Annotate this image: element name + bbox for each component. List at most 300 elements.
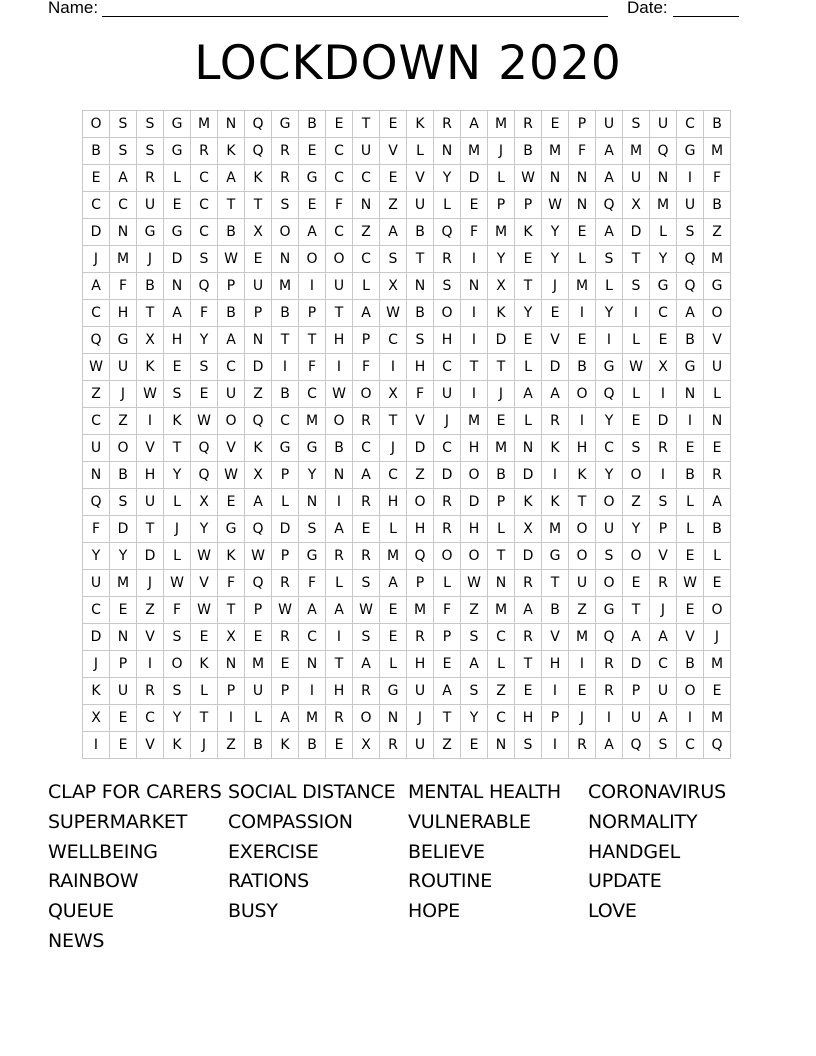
grid-cell[interactable]: T: [326, 651, 353, 678]
grid-cell[interactable]: W: [461, 570, 488, 597]
grid-cell[interactable]: K: [245, 435, 272, 462]
grid-cell[interactable]: E: [677, 435, 704, 462]
grid-cell[interactable]: H: [137, 462, 164, 489]
grid-cell[interactable]: U: [596, 516, 623, 543]
grid-cell[interactable]: R: [137, 678, 164, 705]
grid-cell[interactable]: U: [353, 138, 380, 165]
grid-cell[interactable]: S: [191, 354, 218, 381]
grid-cell[interactable]: U: [650, 111, 677, 138]
grid-cell[interactable]: W: [353, 597, 380, 624]
grid-cell[interactable]: J: [488, 138, 515, 165]
grid-cell[interactable]: K: [569, 462, 596, 489]
grid-cell[interactable]: H: [569, 435, 596, 462]
grid-cell[interactable]: Q: [83, 489, 110, 516]
grid-cell[interactable]: C: [596, 435, 623, 462]
grid-cell[interactable]: B: [677, 327, 704, 354]
grid-cell[interactable]: O: [569, 381, 596, 408]
grid-cell[interactable]: A: [434, 678, 461, 705]
grid-cell[interactable]: X: [191, 489, 218, 516]
grid-cell[interactable]: T: [569, 489, 596, 516]
grid-cell[interactable]: N: [245, 327, 272, 354]
grid-cell[interactable]: X: [515, 516, 542, 543]
grid-cell[interactable]: I: [380, 354, 407, 381]
grid-cell[interactable]: B: [110, 462, 137, 489]
grid-cell[interactable]: B: [704, 111, 731, 138]
grid-cell[interactable]: A: [218, 327, 245, 354]
grid-cell[interactable]: H: [326, 327, 353, 354]
grid-cell[interactable]: A: [299, 597, 326, 624]
grid-cell[interactable]: Y: [110, 543, 137, 570]
grid-cell[interactable]: M: [380, 543, 407, 570]
grid-cell[interactable]: G: [542, 543, 569, 570]
grid-cell[interactable]: S: [461, 678, 488, 705]
grid-cell[interactable]: B: [218, 219, 245, 246]
grid-cell[interactable]: E: [380, 597, 407, 624]
grid-cell[interactable]: T: [218, 192, 245, 219]
grid-cell[interactable]: C: [299, 624, 326, 651]
grid-cell[interactable]: I: [326, 489, 353, 516]
grid-cell[interactable]: S: [623, 273, 650, 300]
grid-cell[interactable]: E: [110, 732, 137, 759]
grid-cell[interactable]: P: [542, 705, 569, 732]
grid-cell[interactable]: S: [434, 273, 461, 300]
grid-cell[interactable]: K: [164, 732, 191, 759]
grid-cell[interactable]: N: [326, 462, 353, 489]
grid-cell[interactable]: L: [434, 570, 461, 597]
grid-cell[interactable]: R: [191, 138, 218, 165]
grid-cell[interactable]: V: [704, 327, 731, 354]
grid-cell[interactable]: Q: [596, 624, 623, 651]
grid-cell[interactable]: L: [326, 570, 353, 597]
grid-cell[interactable]: B: [407, 219, 434, 246]
grid-cell[interactable]: D: [461, 489, 488, 516]
grid-cell[interactable]: A: [353, 462, 380, 489]
grid-cell[interactable]: S: [137, 138, 164, 165]
grid-cell[interactable]: L: [704, 381, 731, 408]
grid-cell[interactable]: K: [272, 732, 299, 759]
grid-cell[interactable]: I: [326, 624, 353, 651]
grid-cell[interactable]: C: [488, 705, 515, 732]
grid-cell[interactable]: F: [299, 354, 326, 381]
grid-cell[interactable]: A: [623, 624, 650, 651]
grid-cell[interactable]: B: [299, 111, 326, 138]
grid-cell[interactable]: I: [569, 408, 596, 435]
grid-cell[interactable]: E: [191, 624, 218, 651]
grid-cell[interactable]: J: [83, 246, 110, 273]
grid-cell[interactable]: S: [623, 111, 650, 138]
grid-cell[interactable]: V: [650, 543, 677, 570]
grid-cell[interactable]: A: [515, 597, 542, 624]
grid-cell[interactable]: N: [569, 165, 596, 192]
grid-cell[interactable]: B: [218, 300, 245, 327]
grid-cell[interactable]: Z: [569, 597, 596, 624]
grid-cell[interactable]: I: [461, 381, 488, 408]
grid-cell[interactable]: C: [191, 165, 218, 192]
grid-cell[interactable]: U: [245, 678, 272, 705]
grid-cell[interactable]: F: [83, 516, 110, 543]
grid-cell[interactable]: S: [515, 732, 542, 759]
grid-cell[interactable]: T: [272, 327, 299, 354]
grid-cell[interactable]: P: [488, 489, 515, 516]
grid-cell[interactable]: E: [677, 543, 704, 570]
grid-cell[interactable]: R: [326, 705, 353, 732]
grid-cell[interactable]: T: [326, 300, 353, 327]
grid-cell[interactable]: W: [677, 570, 704, 597]
grid-cell[interactable]: A: [596, 165, 623, 192]
grid-cell[interactable]: S: [461, 624, 488, 651]
grid-cell[interactable]: Y: [299, 462, 326, 489]
grid-cell[interactable]: C: [353, 165, 380, 192]
grid-cell[interactable]: G: [596, 354, 623, 381]
grid-cell[interactable]: F: [110, 273, 137, 300]
grid-cell[interactable]: A: [164, 300, 191, 327]
grid-cell[interactable]: V: [137, 732, 164, 759]
grid-cell[interactable]: E: [704, 678, 731, 705]
grid-cell[interactable]: A: [704, 489, 731, 516]
grid-cell[interactable]: P: [488, 192, 515, 219]
grid-cell[interactable]: J: [650, 597, 677, 624]
grid-cell[interactable]: D: [623, 219, 650, 246]
grid-cell[interactable]: O: [299, 246, 326, 273]
grid-cell[interactable]: X: [623, 192, 650, 219]
grid-cell[interactable]: L: [488, 651, 515, 678]
grid-cell[interactable]: O: [596, 570, 623, 597]
grid-cell[interactable]: O: [461, 543, 488, 570]
grid-cell[interactable]: R: [434, 246, 461, 273]
grid-cell[interactable]: E: [245, 624, 272, 651]
grid-cell[interactable]: M: [488, 111, 515, 138]
grid-cell[interactable]: P: [650, 516, 677, 543]
grid-cell[interactable]: M: [488, 219, 515, 246]
grid-cell[interactable]: Z: [218, 732, 245, 759]
grid-cell[interactable]: Q: [596, 192, 623, 219]
grid-cell[interactable]: F: [407, 381, 434, 408]
grid-cell[interactable]: K: [164, 408, 191, 435]
grid-cell[interactable]: Y: [515, 300, 542, 327]
grid-cell[interactable]: Q: [650, 138, 677, 165]
grid-cell[interactable]: Q: [407, 543, 434, 570]
grid-cell[interactable]: E: [110, 597, 137, 624]
grid-cell[interactable]: E: [353, 516, 380, 543]
grid-cell[interactable]: L: [677, 489, 704, 516]
grid-cell[interactable]: R: [272, 624, 299, 651]
grid-cell[interactable]: W: [191, 408, 218, 435]
grid-cell[interactable]: C: [272, 408, 299, 435]
grid-cell[interactable]: S: [407, 327, 434, 354]
grid-cell[interactable]: I: [299, 678, 326, 705]
grid-cell[interactable]: N: [488, 570, 515, 597]
grid-cell[interactable]: E: [461, 192, 488, 219]
grid-cell[interactable]: S: [299, 516, 326, 543]
grid-cell[interactable]: A: [218, 165, 245, 192]
grid-cell[interactable]: R: [434, 516, 461, 543]
grid-cell[interactable]: D: [245, 354, 272, 381]
grid-cell[interactable]: D: [434, 462, 461, 489]
grid-cell[interactable]: M: [488, 435, 515, 462]
grid-cell[interactable]: S: [380, 246, 407, 273]
grid-cell[interactable]: Z: [245, 381, 272, 408]
grid-cell[interactable]: A: [650, 624, 677, 651]
grid-cell[interactable]: I: [650, 462, 677, 489]
grid-cell[interactable]: S: [164, 624, 191, 651]
grid-cell[interactable]: X: [353, 732, 380, 759]
grid-cell[interactable]: U: [704, 354, 731, 381]
grid-cell[interactable]: U: [137, 192, 164, 219]
grid-cell[interactable]: M: [704, 651, 731, 678]
grid-cell[interactable]: Q: [677, 246, 704, 273]
grid-cell[interactable]: K: [515, 219, 542, 246]
grid-cell[interactable]: I: [677, 165, 704, 192]
grid-cell[interactable]: E: [542, 111, 569, 138]
grid-cell[interactable]: E: [218, 489, 245, 516]
grid-cell[interactable]: R: [650, 435, 677, 462]
grid-cell[interactable]: T: [353, 111, 380, 138]
grid-cell[interactable]: V: [380, 138, 407, 165]
grid-cell[interactable]: R: [137, 165, 164, 192]
grid-cell[interactable]: D: [272, 516, 299, 543]
grid-cell[interactable]: K: [137, 354, 164, 381]
grid-cell[interactable]: H: [461, 516, 488, 543]
grid-cell[interactable]: A: [380, 219, 407, 246]
grid-cell[interactable]: M: [299, 408, 326, 435]
grid-cell[interactable]: W: [542, 192, 569, 219]
grid-cell[interactable]: M: [461, 408, 488, 435]
grid-cell[interactable]: I: [137, 651, 164, 678]
grid-cell[interactable]: A: [515, 381, 542, 408]
grid-cell[interactable]: C: [488, 624, 515, 651]
grid-cell[interactable]: M: [650, 192, 677, 219]
grid-cell[interactable]: L: [623, 327, 650, 354]
grid-cell[interactable]: I: [461, 327, 488, 354]
grid-cell[interactable]: I: [461, 300, 488, 327]
grid-cell[interactable]: I: [326, 354, 353, 381]
grid-cell[interactable]: X: [380, 381, 407, 408]
grid-cell[interactable]: G: [110, 327, 137, 354]
grid-cell[interactable]: W: [272, 597, 299, 624]
grid-cell[interactable]: X: [218, 624, 245, 651]
grid-cell[interactable]: N: [218, 111, 245, 138]
grid-cell[interactable]: G: [596, 597, 623, 624]
grid-cell[interactable]: E: [704, 435, 731, 462]
grid-cell[interactable]: P: [272, 462, 299, 489]
grid-cell[interactable]: K: [245, 165, 272, 192]
grid-cell[interactable]: R: [596, 651, 623, 678]
grid-cell[interactable]: D: [542, 354, 569, 381]
grid-cell[interactable]: X: [380, 273, 407, 300]
grid-cell[interactable]: U: [677, 192, 704, 219]
grid-cell[interactable]: G: [299, 165, 326, 192]
grid-cell[interactable]: W: [218, 462, 245, 489]
grid-cell[interactable]: C: [191, 192, 218, 219]
grid-cell[interactable]: R: [542, 408, 569, 435]
grid-cell[interactable]: Z: [83, 381, 110, 408]
grid-cell[interactable]: L: [488, 165, 515, 192]
grid-cell[interactable]: R: [515, 624, 542, 651]
grid-cell[interactable]: L: [380, 651, 407, 678]
grid-cell[interactable]: I: [542, 678, 569, 705]
grid-cell[interactable]: I: [596, 327, 623, 354]
grid-cell[interactable]: M: [623, 138, 650, 165]
grid-cell[interactable]: M: [110, 570, 137, 597]
grid-cell[interactable]: O: [434, 300, 461, 327]
grid-cell[interactable]: B: [677, 462, 704, 489]
grid-cell[interactable]: Y: [191, 327, 218, 354]
grid-cell[interactable]: Q: [623, 732, 650, 759]
grid-cell[interactable]: E: [83, 165, 110, 192]
grid-cell[interactable]: D: [515, 462, 542, 489]
grid-cell[interactable]: V: [191, 570, 218, 597]
grid-cell[interactable]: H: [407, 651, 434, 678]
grid-cell[interactable]: N: [569, 192, 596, 219]
grid-cell[interactable]: B: [326, 435, 353, 462]
grid-cell[interactable]: F: [704, 165, 731, 192]
grid-cell[interactable]: H: [407, 354, 434, 381]
grid-cell[interactable]: S: [650, 489, 677, 516]
grid-cell[interactable]: I: [461, 246, 488, 273]
grid-cell[interactable]: E: [569, 219, 596, 246]
grid-cell[interactable]: F: [164, 597, 191, 624]
grid-cell[interactable]: Y: [623, 516, 650, 543]
grid-cell[interactable]: O: [326, 408, 353, 435]
grid-cell[interactable]: R: [353, 543, 380, 570]
grid-cell[interactable]: U: [650, 678, 677, 705]
grid-cell[interactable]: Z: [110, 408, 137, 435]
grid-cell[interactable]: Y: [191, 516, 218, 543]
grid-cell[interactable]: N: [515, 435, 542, 462]
grid-cell[interactable]: T: [515, 273, 542, 300]
name-field[interactable]: [102, 0, 608, 17]
grid-cell[interactable]: E: [461, 732, 488, 759]
grid-cell[interactable]: C: [353, 246, 380, 273]
grid-cell[interactable]: M: [704, 138, 731, 165]
grid-cell[interactable]: Q: [677, 273, 704, 300]
grid-cell[interactable]: A: [380, 570, 407, 597]
grid-cell[interactable]: O: [623, 462, 650, 489]
grid-cell[interactable]: I: [623, 300, 650, 327]
grid-cell[interactable]: D: [137, 543, 164, 570]
grid-cell[interactable]: F: [218, 570, 245, 597]
grid-cell[interactable]: U: [326, 273, 353, 300]
grid-cell[interactable]: C: [83, 597, 110, 624]
grid-cell[interactable]: W: [164, 570, 191, 597]
grid-cell[interactable]: P: [353, 327, 380, 354]
grid-cell[interactable]: M: [542, 138, 569, 165]
grid-cell[interactable]: H: [380, 489, 407, 516]
grid-cell[interactable]: P: [515, 192, 542, 219]
grid-cell[interactable]: O: [461, 462, 488, 489]
grid-cell[interactable]: D: [488, 327, 515, 354]
grid-cell[interactable]: C: [218, 354, 245, 381]
grid-cell[interactable]: R: [434, 111, 461, 138]
grid-cell[interactable]: Y: [542, 219, 569, 246]
grid-cell[interactable]: N: [542, 165, 569, 192]
grid-cell[interactable]: R: [407, 624, 434, 651]
grid-cell[interactable]: L: [434, 192, 461, 219]
grid-cell[interactable]: P: [110, 651, 137, 678]
grid-cell[interactable]: S: [164, 381, 191, 408]
grid-cell[interactable]: M: [461, 138, 488, 165]
grid-cell[interactable]: E: [569, 327, 596, 354]
grid-cell[interactable]: Z: [704, 219, 731, 246]
grid-cell[interactable]: S: [137, 111, 164, 138]
grid-cell[interactable]: V: [407, 408, 434, 435]
grid-cell[interactable]: Q: [704, 732, 731, 759]
grid-cell[interactable]: T: [488, 354, 515, 381]
grid-cell[interactable]: N: [299, 651, 326, 678]
grid-cell[interactable]: I: [677, 408, 704, 435]
grid-cell[interactable]: N: [110, 219, 137, 246]
grid-cell[interactable]: W: [191, 543, 218, 570]
grid-cell[interactable]: M: [191, 111, 218, 138]
grid-cell[interactable]: F: [191, 300, 218, 327]
grid-cell[interactable]: P: [218, 273, 245, 300]
grid-cell[interactable]: Q: [434, 219, 461, 246]
grid-cell[interactable]: J: [137, 570, 164, 597]
grid-cell[interactable]: O: [110, 435, 137, 462]
grid-cell[interactable]: Q: [83, 327, 110, 354]
grid-cell[interactable]: U: [407, 732, 434, 759]
grid-cell[interactable]: N: [353, 192, 380, 219]
grid-cell[interactable]: C: [191, 219, 218, 246]
grid-cell[interactable]: C: [326, 138, 353, 165]
grid-cell[interactable]: T: [191, 705, 218, 732]
grid-cell[interactable]: G: [677, 354, 704, 381]
grid-cell[interactable]: C: [326, 219, 353, 246]
grid-cell[interactable]: B: [488, 462, 515, 489]
grid-cell[interactable]: J: [704, 624, 731, 651]
grid-cell[interactable]: D: [461, 165, 488, 192]
grid-cell[interactable]: Q: [191, 435, 218, 462]
grid-cell[interactable]: Y: [164, 705, 191, 732]
grid-cell[interactable]: P: [569, 111, 596, 138]
grid-cell[interactable]: T: [488, 543, 515, 570]
grid-cell[interactable]: W: [218, 246, 245, 273]
grid-cell[interactable]: R: [380, 732, 407, 759]
grid-cell[interactable]: X: [245, 219, 272, 246]
grid-cell[interactable]: L: [353, 273, 380, 300]
grid-cell[interactable]: T: [623, 597, 650, 624]
grid-cell[interactable]: O: [596, 489, 623, 516]
grid-cell[interactable]: E: [623, 570, 650, 597]
grid-cell[interactable]: Z: [434, 732, 461, 759]
grid-cell[interactable]: M: [704, 705, 731, 732]
grid-cell[interactable]: K: [218, 543, 245, 570]
grid-cell[interactable]: F: [461, 219, 488, 246]
grid-cell[interactable]: Q: [245, 570, 272, 597]
grid-cell[interactable]: B: [677, 651, 704, 678]
grid-cell[interactable]: U: [407, 192, 434, 219]
grid-cell[interactable]: U: [569, 570, 596, 597]
grid-cell[interactable]: C: [380, 327, 407, 354]
grid-cell[interactable]: A: [461, 111, 488, 138]
grid-cell[interactable]: Z: [137, 597, 164, 624]
grid-cell[interactable]: J: [569, 705, 596, 732]
grid-cell[interactable]: U: [110, 354, 137, 381]
grid-cell[interactable]: F: [326, 192, 353, 219]
grid-cell[interactable]: E: [326, 732, 353, 759]
grid-cell[interactable]: R: [326, 543, 353, 570]
grid-cell[interactable]: R: [353, 408, 380, 435]
grid-cell[interactable]: K: [83, 678, 110, 705]
grid-cell[interactable]: I: [542, 732, 569, 759]
grid-cell[interactable]: Q: [191, 273, 218, 300]
grid-cell[interactable]: D: [650, 408, 677, 435]
grid-cell[interactable]: G: [164, 219, 191, 246]
grid-cell[interactable]: T: [137, 516, 164, 543]
grid-cell[interactable]: Z: [461, 597, 488, 624]
grid-cell[interactable]: S: [596, 246, 623, 273]
grid-cell[interactable]: W: [380, 300, 407, 327]
